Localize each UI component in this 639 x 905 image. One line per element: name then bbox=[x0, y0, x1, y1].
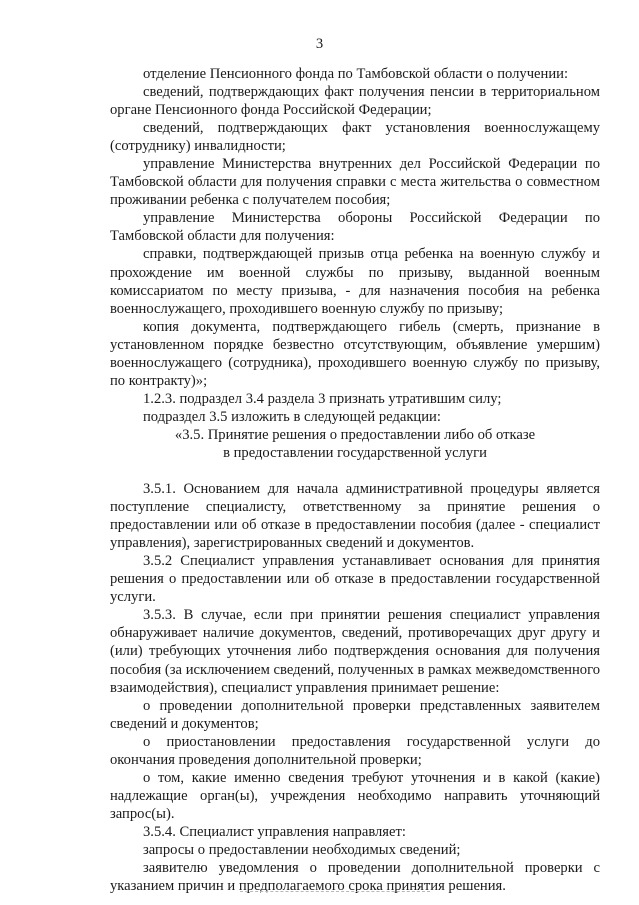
paragraph-additional-check: о проведении дополнительной проверки представленных заявителем сведений и документов; bbox=[110, 697, 600, 732]
page-number: 3 bbox=[315, 36, 324, 52]
section-heading-line-1: «3.5. Принятие решения о предоставлении либо об отказе bbox=[174, 426, 536, 443]
paragraph-suspension: о приостановлении предоставления государственной услуги до окончания проведения дополнительной проверки; bbox=[110, 733, 600, 768]
document-body bbox=[110, 65, 600, 895]
paragraph-pension-info: сведений, подтверждающих факт получения пенсии в территориальном органе Пенсионного фонда Российской Федерации; bbox=[110, 84, 600, 119]
paragraph-internal-affairs: управление Министерства внутренних дел Российской Федерации по Тамбовской области для получения справки с места жительства о совместном проживании ребенка с получателем пособия; bbox=[110, 156, 600, 209]
section-heading-line-2: в предоставлении государственной услуги bbox=[223, 444, 487, 461]
paragraph-disability-info: сведений, подтверждающих факт установления военнослужащему (сотруднику) инвалидности; bbox=[110, 120, 600, 155]
paragraph-applicant-notice: заявителю уведомления о проведении дополнительной проверки с указанием причин и предполагаемого срока принятия решения. bbox=[110, 860, 600, 895]
paragraph-subsection-repeal: 1.2.3. подраздел 3.4 раздела 3 признать утратившим силу; bbox=[143, 390, 502, 407]
paragraph-defense-ministry: управление Министерства обороны Российской Федерации по Тамбовской области для получения: bbox=[110, 210, 600, 245]
paragraph-3-5-3: 3.5.3. В случае, если при принятии решения специалист управления обнаруживает наличие документов, сведений, противоречащих друг другу и (или) требующих уточнения либо подтверждения основания для получения пособия (за исключением сведений, полученных в рамках межведомственного взаимодействия), специалист управления принимает решение: bbox=[110, 607, 600, 696]
paragraph-death-document: копия документа, подтверждающего гибель (смерть, признание в установленном порядке безвестно отсутствующим, объявление умершим) военнослужащего (сотрудника), проходившего военную службу по призыву, по контракту)»; bbox=[110, 318, 600, 389]
paragraph-info-requests: запросы о предоставлении необходимых сведений; bbox=[143, 841, 461, 858]
paragraph-3-5-4: 3.5.4. Специалист управления направляет: bbox=[143, 823, 406, 840]
scan-artifact-line bbox=[240, 891, 430, 892]
paragraph-3-5-1: 3.5.1. Основанием для начала административной процедуры является поступление специалисту, ответственному за принятие решения о предоставлении или об отказе в предоставлении пособия (далее - специалист управления), зарегистрированных сведений и документов. bbox=[110, 481, 600, 552]
paragraph-pension-fund: отделение Пенсионного фонда по Тамбовской области о получении: bbox=[143, 66, 569, 82]
paragraph-3-5-2: 3.5.2 Специалист управления устанавливает основания для принятия решения о предоставлении или об отказе в предоставлении государственной услуги. bbox=[110, 553, 600, 606]
paragraph-clarification-request: о том, какие именно сведения требуют уточнения и в какой (какие) надлежащие орган(ы), учреждения необходимо направить уточняющий запрос(ы). bbox=[110, 769, 600, 822]
blank-line bbox=[110, 462, 600, 480]
paragraph-conscription-certificate: справки, подтверждающей призыв отца ребенка на военную службу и прохождение им военной службы по призыву, выданной военным комиссариатом по месту призыва, - для назначения пособия на ребенка военнослужащего, проходившего военную службу по призыву; bbox=[110, 246, 600, 317]
paragraph-subsection-new-wording: подраздел 3.5 изложить в следующей редакции: bbox=[143, 408, 441, 425]
